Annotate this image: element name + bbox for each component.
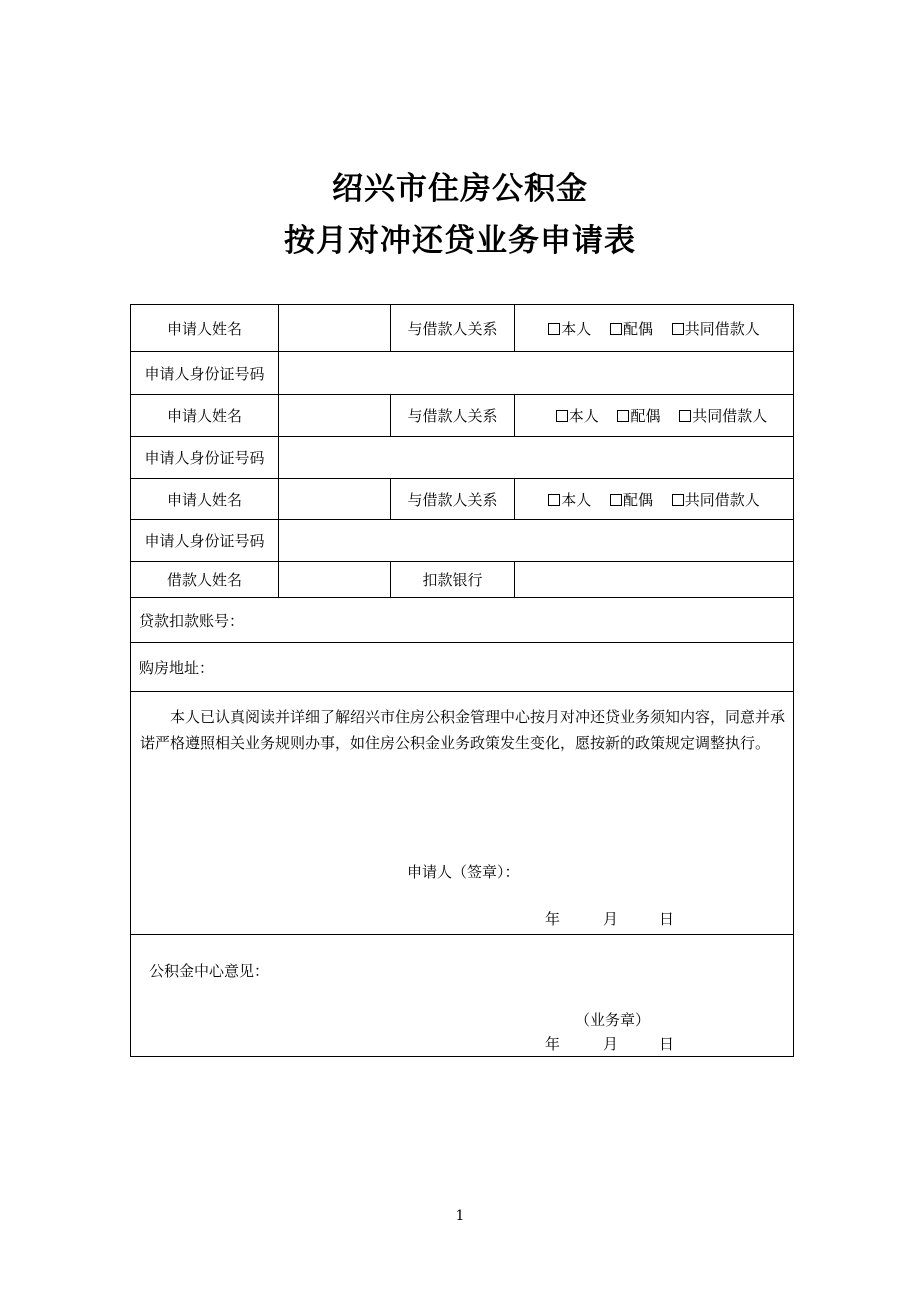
checkbox-icon[interactable] bbox=[610, 323, 622, 335]
bank-field[interactable] bbox=[515, 562, 794, 598]
relation-option-spouse[interactable]: 配偶 bbox=[610, 491, 653, 509]
relation-options bbox=[515, 395, 794, 437]
center-opinion-label: 公积金中心意见： bbox=[149, 962, 270, 980]
bank-label: 扣款银行 bbox=[391, 562, 515, 598]
application-form-table bbox=[130, 304, 794, 1057]
date-day: 日 bbox=[659, 910, 675, 928]
date-day: 日 bbox=[659, 1035, 675, 1053]
date-year: 年 bbox=[545, 1035, 561, 1053]
borrower-name-field[interactable] bbox=[279, 562, 391, 598]
relation-label: 与借款人关系 bbox=[391, 479, 515, 520]
declaration-cell bbox=[131, 692, 794, 935]
relation-options bbox=[515, 479, 794, 520]
relation-option-spouse[interactable]: 配偶 bbox=[617, 407, 660, 425]
applicant-name-label: 申请人姓名 bbox=[131, 395, 279, 437]
checkbox-icon[interactable] bbox=[548, 323, 560, 335]
applicant-id-field[interactable] bbox=[279, 437, 794, 479]
checkbox-icon[interactable] bbox=[672, 323, 684, 335]
applicant-3-row bbox=[131, 479, 794, 520]
applicant-name-field[interactable] bbox=[279, 395, 391, 437]
applicant-id-field[interactable] bbox=[279, 520, 794, 562]
relation-option-co-borrower[interactable]: 共同借款人 bbox=[672, 491, 760, 509]
checkbox-icon[interactable] bbox=[617, 410, 629, 422]
applicant-id-label: 申请人身份证号码 bbox=[131, 520, 279, 562]
form-title-line2: 按月对冲还贷业务申请表 bbox=[284, 223, 636, 259]
date-year: 年 bbox=[545, 910, 561, 928]
relation-option-self[interactable]: 本人 bbox=[556, 407, 599, 425]
applicant-id-label: 申请人身份证号码 bbox=[131, 437, 279, 479]
borrower-row bbox=[131, 562, 794, 598]
applicant-id-label: 申请人身份证号码 bbox=[131, 352, 279, 395]
applicant-name-field[interactable] bbox=[279, 305, 391, 352]
relation-option-co-borrower[interactable]: 共同借款人 bbox=[672, 320, 760, 338]
declaration-text: 本人已认真阅读并详细了解绍兴市住房公积金管理中心按月对冲还贷业务须知内容，同意并承诺严格遵照相关业务规则办事，如住房公积金业务政策发生变化，愿按新的政策规定调整执行。 bbox=[140, 708, 786, 752]
relation-label: 与借款人关系 bbox=[391, 395, 515, 437]
checkbox-icon[interactable] bbox=[610, 494, 622, 506]
applicant-name-field[interactable] bbox=[279, 479, 391, 520]
center-date bbox=[545, 1033, 674, 1054]
applicant-name-label: 申请人姓名 bbox=[131, 479, 279, 520]
checkbox-icon[interactable] bbox=[672, 494, 684, 506]
center-opinion-cell bbox=[131, 935, 794, 1057]
address-row bbox=[131, 643, 794, 692]
relation-option-co-borrower[interactable]: 共同借款人 bbox=[679, 407, 767, 425]
applicant-3-id-row bbox=[131, 520, 794, 562]
applicant-2-id-row bbox=[131, 437, 794, 479]
date-month: 月 bbox=[603, 1035, 619, 1053]
checkbox-icon[interactable] bbox=[556, 410, 568, 422]
applicant-date bbox=[545, 908, 674, 929]
form-title-line1: 绍兴市住房公积金 bbox=[332, 171, 588, 207]
house-address-field[interactable]: 购房地址： bbox=[131, 643, 794, 692]
date-month: 月 bbox=[603, 910, 619, 928]
relation-label: 与借款人关系 bbox=[391, 305, 515, 352]
account-row bbox=[131, 598, 794, 643]
applicant-2-row bbox=[131, 395, 794, 437]
checkbox-icon[interactable] bbox=[548, 494, 560, 506]
relation-option-self[interactable]: 本人 bbox=[548, 491, 591, 509]
page-number: 1 bbox=[455, 1208, 465, 1224]
relation-option-spouse[interactable]: 配偶 bbox=[610, 320, 653, 338]
relation-options bbox=[515, 305, 794, 352]
center-opinion-row bbox=[131, 935, 794, 1057]
applicant-name-label: 申请人姓名 bbox=[131, 305, 279, 352]
applicant-signature-label: 申请人（签章）： bbox=[407, 863, 520, 881]
relation-option-self[interactable]: 本人 bbox=[548, 320, 591, 338]
applicant-1-id-row bbox=[131, 352, 794, 395]
declaration-row bbox=[131, 692, 794, 935]
applicant-1-row bbox=[131, 305, 794, 352]
borrower-name-label: 借款人姓名 bbox=[131, 562, 279, 598]
loan-account-field[interactable]: 贷款扣款账号： bbox=[131, 598, 794, 643]
business-stamp-label: （业务章） bbox=[575, 1011, 651, 1029]
applicant-id-field[interactable] bbox=[279, 352, 794, 395]
checkbox-icon[interactable] bbox=[679, 410, 691, 422]
